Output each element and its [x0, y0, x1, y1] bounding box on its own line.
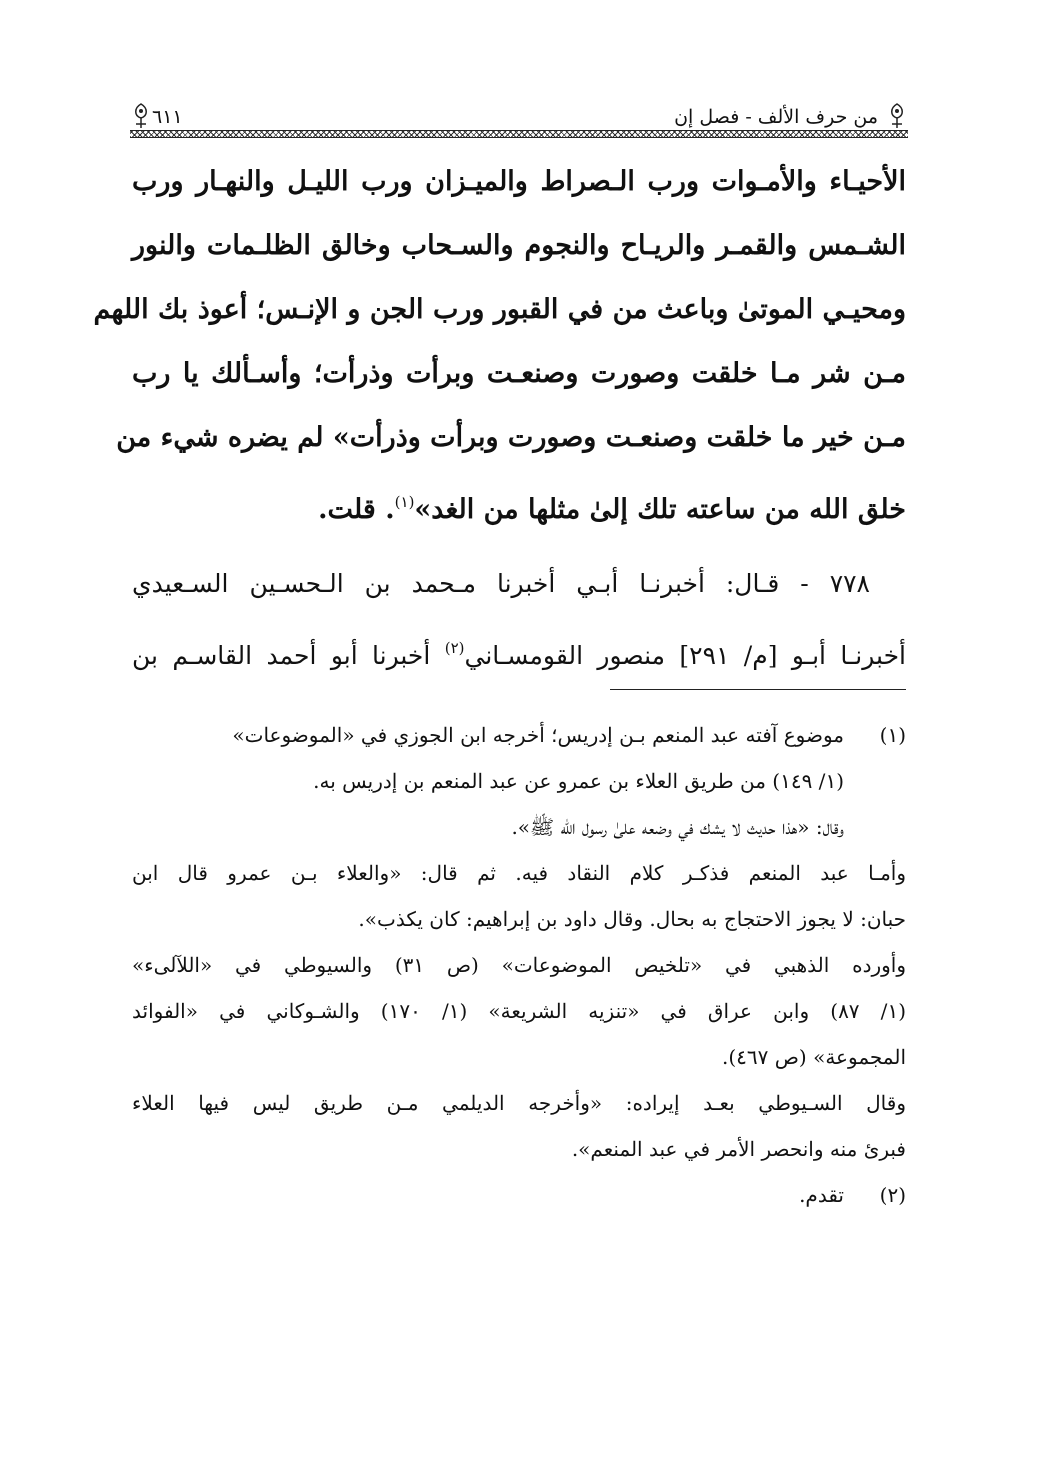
footnote-1-line: (١/ ٨٧) وابن عراق في «تنزيه الشريعة» (١/ ١٧٠) والشـوكاني في «الفوائد: [132, 999, 906, 1023]
footnote-1-line: حبان: لا يجوز الاحتجاج به بحال. وقال داود بن إبراهيم: كان يكذب».: [358, 907, 906, 931]
hadith-line-2: [132, 616, 906, 680]
hadith-line-2-end: أخبرنا أبو أحمد القاسـم بن: [132, 641, 445, 670]
footnote-1-line: وأمـا عبد المنعم فذكـر كلام النقاد فيه. ثم قال: «والعلاء بـن عمرو قال ابن: [132, 861, 906, 885]
footnote-1-line: (١/ ١٤٩) من طريق العلاء بن عمرو عن عبد المنعم بن إدريس به.: [313, 769, 844, 793]
header-ornament-left-icon: [130, 102, 152, 130]
main-text-line: مـن خير ما خلقت وصنعـت وصورت وبرأت وذرأت» لم يضره شيء من: [116, 422, 906, 453]
main-text-line: الشـمس والقمـر والريـاح والنجوم والسـحاب وخالق الظلـمات والنور: [132, 230, 906, 261]
page-number: ٦١١: [152, 106, 183, 128]
footnote-1-first-line: [132, 712, 906, 758]
hadith-line-1: ٧٧٨ - قـال: أخبرنـا أبـي أخبرنا مـحمد بن الـحسـين السـعيدي: [132, 569, 870, 598]
header-ornament-right-icon: [886, 102, 908, 130]
main-text-last-segment: خلق الله من ساعته تلك إلىٰ مثلها من الغد»: [414, 494, 906, 525]
footnote-2-text: تقدم.: [799, 1183, 844, 1207]
main-text-block: [93, 150, 906, 534]
footnote-ref-1: (١): [394, 493, 415, 511]
header-decorative-rule: [130, 130, 908, 138]
main-text-last-line: [132, 470, 906, 534]
main-text-line: مـن شر مـا خلقت وصورت وصنعـت وبرأت وذرأت؛ وأسـألك يا رب: [132, 358, 906, 389]
footnote-1-text: موضوع آفته عبد المنعم بـن إدريس؛ أخرجه ابن الجوزي في «الموضوعات»: [232, 723, 844, 747]
footnote-1-line: فبرئ منه وانحصر الأمر في عبد المنعم».: [571, 1137, 906, 1161]
footnote-1-line: وقال السـيوطي بعـد إيراده: «وأخرجه الديلمي مـن طريق ليس فيها العلاء: [132, 1091, 906, 1115]
footnote-separator: [610, 689, 906, 690]
footnote-2-line: [132, 1172, 906, 1218]
main-text-last-tail: . قلت.: [318, 494, 395, 525]
hadith-line-2-start: أخبرنـا أبـو [م/ ٢٩١] منصور القومسـاني: [464, 641, 906, 670]
footnote-1-line: وقال: «هذا حديث لا يشك في وضعه علىٰ رسول الله ﷺ».: [511, 815, 844, 839]
hadith-paragraph: [132, 552, 906, 680]
footnote-1-number: (١): [879, 723, 906, 747]
footnotes-block: [132, 712, 906, 1218]
footnote-ref-2: (٢): [444, 639, 465, 657]
footnote-1-line: وأورده الذهبي في «تلخيص الموضوعات» (ص ٣١) والسيوطي في «اللآلىء»: [132, 953, 907, 977]
footnote-1-line: المجموعة» (ص ٤٦٧).: [721, 1045, 906, 1069]
running-header: [130, 98, 908, 138]
main-text-line: الأحيـاء والأمـوات ورب الـصراط والميـزان ورب الليـل والنهـار ورب: [132, 166, 906, 197]
footnote-2-number: (٢): [879, 1183, 906, 1207]
main-text-line: ومحيـي الموتىٰ وباعث من في القبور ورب الجن و الإنـس؛ أعوذ بك اللهم: [93, 294, 906, 325]
header-title: من حرف الألف - فصل إن: [674, 106, 878, 128]
